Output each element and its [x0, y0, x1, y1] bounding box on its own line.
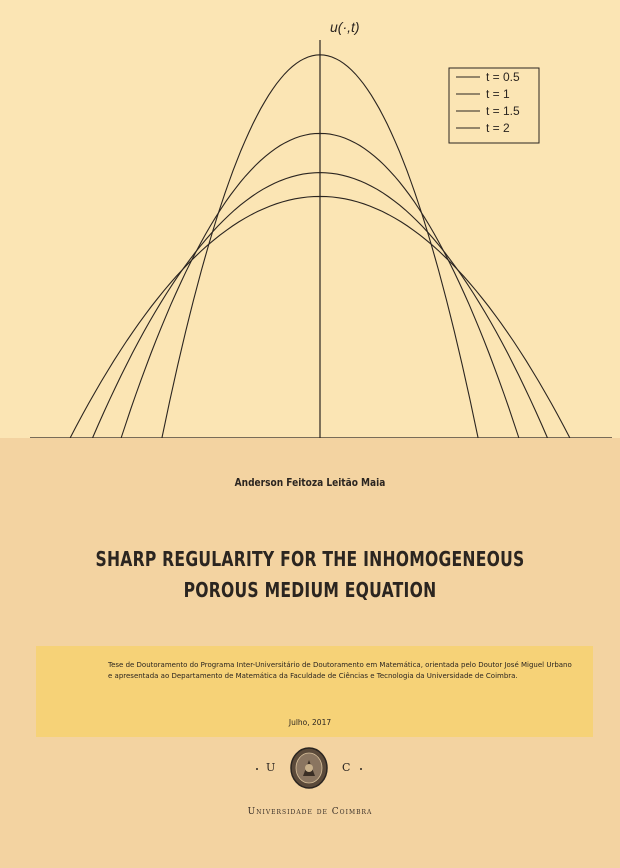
chart-axes: [30, 40, 612, 438]
y-axis-label: u(·,t): [330, 19, 360, 35]
legend-label-1: t = 0.5: [486, 70, 520, 84]
thesis-title-line-1: SHARP REGULARITY FOR THE INHOMOGENEOUS: [95, 547, 525, 571]
thesis-title-line-2: POROUS MEDIUM EQUATION: [183, 578, 437, 602]
legend-label-4: t = 2: [486, 121, 510, 135]
legend-label-2: t = 1: [486, 87, 510, 101]
uc-letter-c: C: [342, 761, 351, 774]
author-name: Anderson Feitoza Leitão Maia: [234, 477, 386, 489]
chart-legend: [449, 68, 539, 143]
legend-label-3: t = 1.5: [486, 104, 520, 118]
university-seal-icon: [289, 746, 329, 790]
separator-dot: [360, 768, 362, 770]
uc-letter-u: U: [266, 761, 276, 774]
university-name: Universidade de Coimbra: [247, 807, 373, 817]
separator-dot: [256, 768, 258, 770]
publication-date: Julho, 2017: [288, 718, 332, 727]
abstract-text: Tese de Doutoramento do Programa Inter-Universitário de Doutoramento em Matemática, orientada pelo Doutor José Miguel Urbano e apresentada ao Departamento de Matemática da Faculdade de Ciências e Tecnologia da Universidade de Coimbra.: [108, 661, 572, 680]
